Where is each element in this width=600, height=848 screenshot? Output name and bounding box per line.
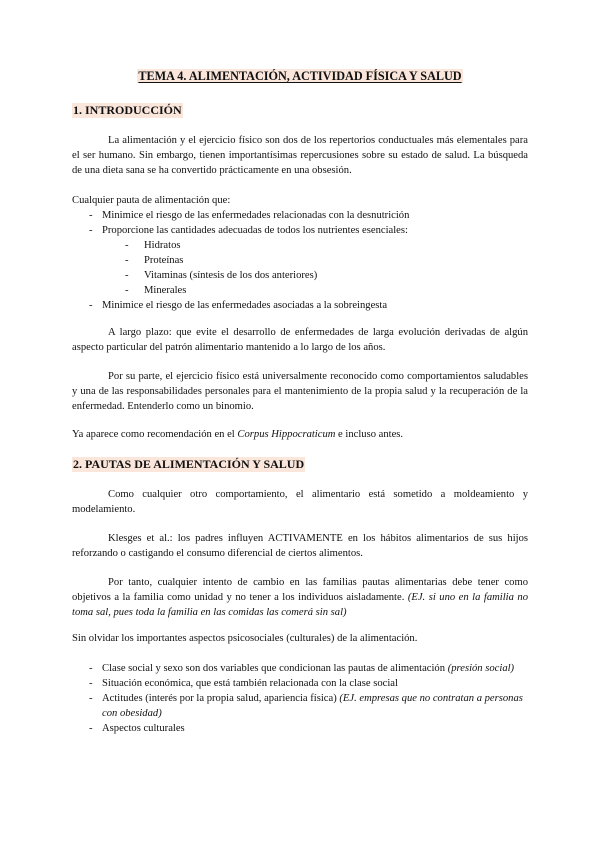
paragraph: A largo plazo: que evite el desarrollo de enfermedades de larga evolución derivadas de algún aspecto particular del patrón alimentario mantenido a lo largo de los años. [72, 327, 528, 353]
note-italic: (presión social) [447, 663, 515, 674]
section1-paragraph-2 [72, 325, 528, 355]
bullet-list [72, 298, 528, 313]
text-run: e incluso antes. [335, 429, 404, 440]
bullet-list [72, 661, 528, 736]
paragraph: Sin olvidar los importantes aspectos psicosociales (culturales) de la alimentación. [72, 633, 418, 644]
bullet-list [72, 208, 528, 238]
text-run: Ya aparece como recomendación en el [72, 429, 238, 440]
list-item: - Situación económica, que está también relacionada con la clase social [72, 676, 528, 691]
example-italic: (EJ. empresas que no contratan a personas con obesidad) [102, 693, 523, 719]
text-run: Actitudes (interés por la propia salud, apariencia física) [102, 693, 340, 704]
section1-paragraph-1 [72, 133, 528, 178]
example-italic: (EJ. si uno en la familia no toma sal, pues toda la familia en las comidas las comerá sin sal) [72, 592, 529, 618]
nutrient-sublist [72, 238, 528, 298]
citation-italic: Corpus Hippocraticum [237, 429, 336, 440]
paragraph [72, 575, 528, 620]
sublist-item: - Minerales [72, 283, 528, 298]
document-title-text: TEMA 4. ALIMENTACIÓN, ACTIVIDAD FÍSICA Y SALUD [138, 69, 462, 83]
nutrition-list [72, 193, 528, 313]
psychosocial-list [72, 661, 528, 736]
paragraph: Como cualquier otro comportamiento, el alimentario está sometido a moldeamiento y modelamiento. [72, 489, 528, 515]
section1-paragraph-4 [72, 427, 528, 442]
document-title [0, 69, 600, 85]
paragraph: La alimentación y el ejercicio físico son dos de los repertorios conductuales más elementales para el ser humano. Sin embargo, tienen importantísimas repercusiones sobre su estado de salud. La búsqueda de una dieta sana se ha convertido prácticamente en una obsesión. [72, 135, 528, 176]
sublist-item: - Vitaminas (síntesis de los dos anteriores) [72, 268, 528, 283]
list-item [72, 661, 528, 676]
sublist-item: - Hidratos [72, 238, 528, 253]
list-item: - Minimice el riesgo de las enfermedades asociadas a la sobreingesta [72, 298, 528, 313]
section2-paragraph-2 [72, 531, 528, 561]
paragraph: Por su parte, el ejercicio físico está universalmente reconocido como comportamientos saludables y una de las responsabilidades personales para el mantenimiento de la propia salud y la recuperación de la enfermedad. Entenderlo como un binomio. [72, 371, 528, 412]
list-item: - Proporcione las cantidades adecuadas de todos los nutrientes esenciales: [72, 223, 528, 238]
section-heading-introduccion: 1. INTRODUCCIÓN [73, 103, 182, 117]
list-item: - Aspectos culturales [72, 721, 528, 736]
text-run: Por tanto, cualquier intento de cambio en las familias pautas alimentarias debe tener como objetivos a la familia como unidad y no tener a los individuos aisladamente. [72, 577, 528, 603]
section2-paragraph-1 [72, 487, 528, 517]
sublist-item: - Proteínas [72, 253, 528, 268]
paragraph [72, 427, 528, 442]
list-item [72, 691, 528, 721]
section-heading-pautas: 2. PAUTAS DE ALIMENTACIÓN Y SALUD [73, 457, 305, 471]
section2-paragraph-3 [72, 575, 528, 620]
section1-paragraph-3 [72, 369, 528, 414]
text-run: Clase social y sexo son dos variables que condicionan las pautas de alimentación [102, 663, 448, 674]
list-item: - Minimice el riesgo de las enfermedades relacionadas con la desnutrición [72, 208, 528, 223]
list-intro: Cualquier pauta de alimentación que: [72, 195, 231, 206]
paragraph: Klesges et al.: los padres influyen ACTIVAMENTE en los hábitos alimentarios de sus hijos reforzando o castigando el consumo diferencial de ciertos alimentos. [72, 533, 528, 559]
section2-paragraph-4 [72, 631, 528, 646]
